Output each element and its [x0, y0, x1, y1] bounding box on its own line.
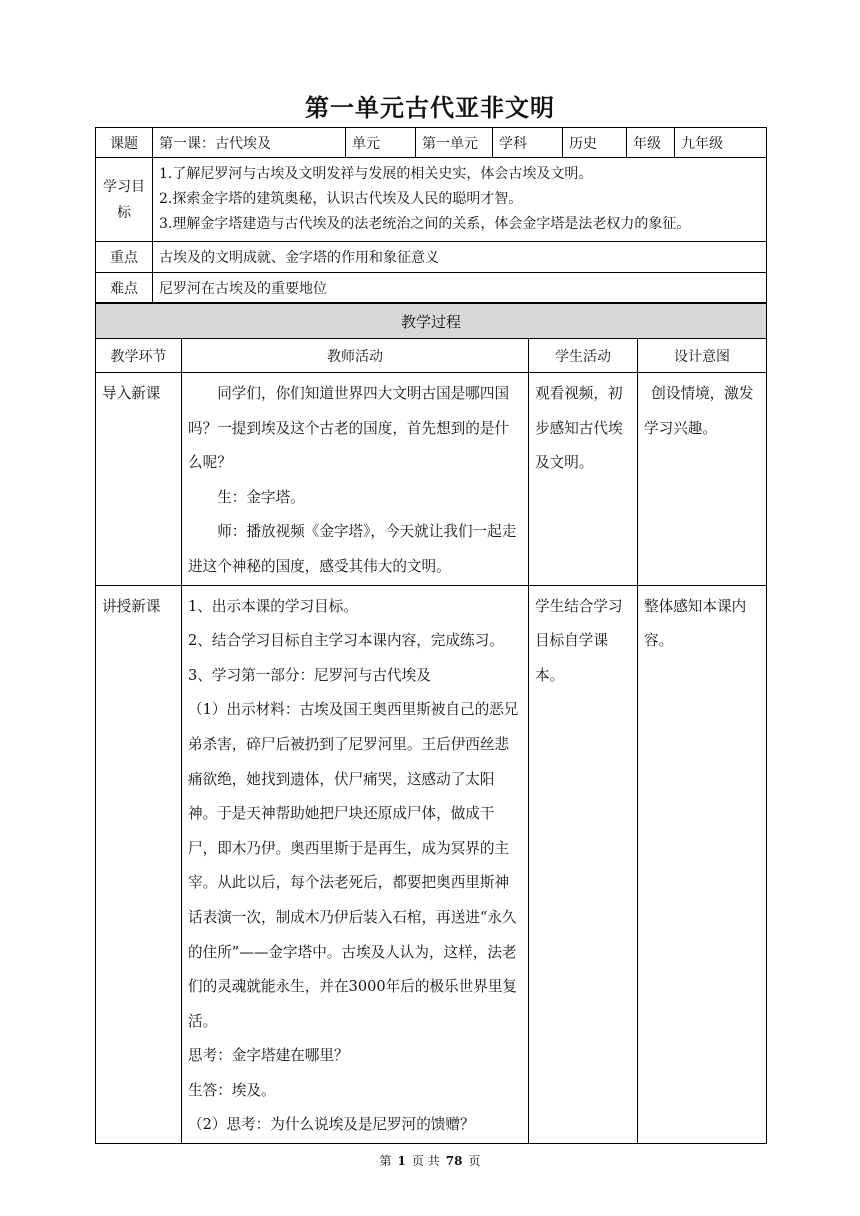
grade-label: 年级 — [627, 128, 675, 158]
process-header-row — [96, 339, 767, 373]
col-header-student: 学生活动 — [529, 339, 638, 373]
grade-value: 九年级 — [675, 128, 767, 158]
intent-cell: 创设情境，激发学习兴趣。 — [638, 373, 767, 586]
col-header-intent: 设计意图 — [638, 339, 767, 373]
col-header-stage: 教学环节 — [96, 339, 182, 373]
goal-item: 2.探索金字塔的建筑奥秘，认识古代埃及人民的聪明才智。 — [159, 191, 523, 207]
difficulty-row — [96, 273, 767, 303]
lesson-value: 第一课：古代埃及 — [153, 128, 346, 158]
student-cell: 学生结合学习目标自学课本。 — [529, 585, 638, 1144]
teacher-paragraph: 师：播放视频《金字塔》，今天就让我们一起走进这个神秘的国度，感受其伟大的文明。 — [188, 523, 517, 575]
stage-cell: 讲授新课 — [96, 585, 182, 1144]
key-point-value: 古埃及的文明成就、金字塔的作用和象征意义 — [153, 242, 767, 273]
teacher-paragraph: 生：金字塔。 — [217, 488, 305, 506]
page-total: 78 — [445, 1154, 463, 1168]
goal-item: 3.理解金字塔建造与古代埃及的法老统治之间的关系，体会金字塔是法老权力的象征。 — [159, 216, 691, 232]
col-header-teacher: 教师活动 — [182, 339, 529, 373]
teacher-cell — [182, 373, 529, 586]
intent-cell: 整体感知本课内容。 — [638, 585, 767, 1144]
key-point-label: 重点 — [96, 242, 153, 273]
teacher-paragraph: 思考：金字塔建在哪里？ — [188, 1047, 349, 1065]
teacher-paragraph: 同学们，你们知道世界四大文明古国是哪四国吗？一提到埃及这个古老的国度，首先想到的是什么呢？ — [188, 385, 510, 472]
goals-label: 学习目标 — [96, 158, 153, 242]
subject-label: 学科 — [493, 128, 563, 158]
page-title: 第一单元古代亚非文明 — [305, 94, 555, 122]
lesson-label: 课题 — [96, 128, 153, 158]
key-point-row — [96, 242, 767, 273]
student-cell: 观看视频，初步感知古代埃及文明。 — [529, 373, 638, 586]
teacher-paragraph: 3、学习第一部分：尼罗河与古代埃及 — [188, 666, 431, 684]
page-number: 1 — [397, 1154, 406, 1168]
goals-row — [96, 158, 767, 242]
teacher-paragraph: （2）思考：为什么说埃及是尼罗河的馈赠？ — [188, 1116, 475, 1134]
teacher-cell — [182, 585, 529, 1144]
header-row — [96, 128, 767, 158]
lesson-plan-table — [95, 127, 767, 303]
page-footer: 第 1 页 共 78 页 — [379, 1154, 481, 1168]
goals-list — [153, 158, 767, 242]
difficulty-label: 难点 — [96, 273, 153, 303]
teacher-paragraph: 2、结合学习目标自主学习本课内容，完成练习。 — [188, 632, 504, 650]
table-row — [96, 585, 767, 1144]
stage-cell: 导入新课 — [96, 373, 182, 586]
table-row — [96, 373, 767, 586]
unit-value: 第一单元 — [416, 128, 493, 158]
difficulty-value: 尼罗河在古埃及的重要地位 — [153, 273, 767, 303]
teacher-paragraph: 1、出示本课的学习目标。 — [188, 597, 358, 615]
teacher-paragraph: （1）出示材料：古埃及国王奥西里斯被自己的恶兄弟杀害，碎尸后被扔到了尼罗河里。王后伊西丝悲痛欲绝，她找到遗体，伏尸痛哭，这感动了太阳神。于是天神帮助她把尸块还原成尸体，做成干尸，即木乃伊。奥西里斯于是再生，成为冥界的主宰。从此以后，每个法老死后，都要把奥西里斯神话表演一次，制成木乃伊后装入石棺，再送进“永久的住所”——金字塔中。古埃及人认为，这样，法老们的灵魂就能永生，并在3000年后的极乐世界里复活。 — [188, 701, 519, 1030]
process-band: 教学过程 — [96, 304, 767, 339]
teacher-paragraph: 生答：埃及。 — [188, 1081, 276, 1099]
unit-label: 单元 — [346, 128, 416, 158]
process-band-row — [96, 304, 767, 339]
subject-value: 历史 — [563, 128, 627, 158]
goal-item: 1.了解尼罗河与古埃及文明发祥与发展的相关史实，体会古埃及文明。 — [159, 166, 593, 182]
process-table — [95, 303, 767, 1144]
